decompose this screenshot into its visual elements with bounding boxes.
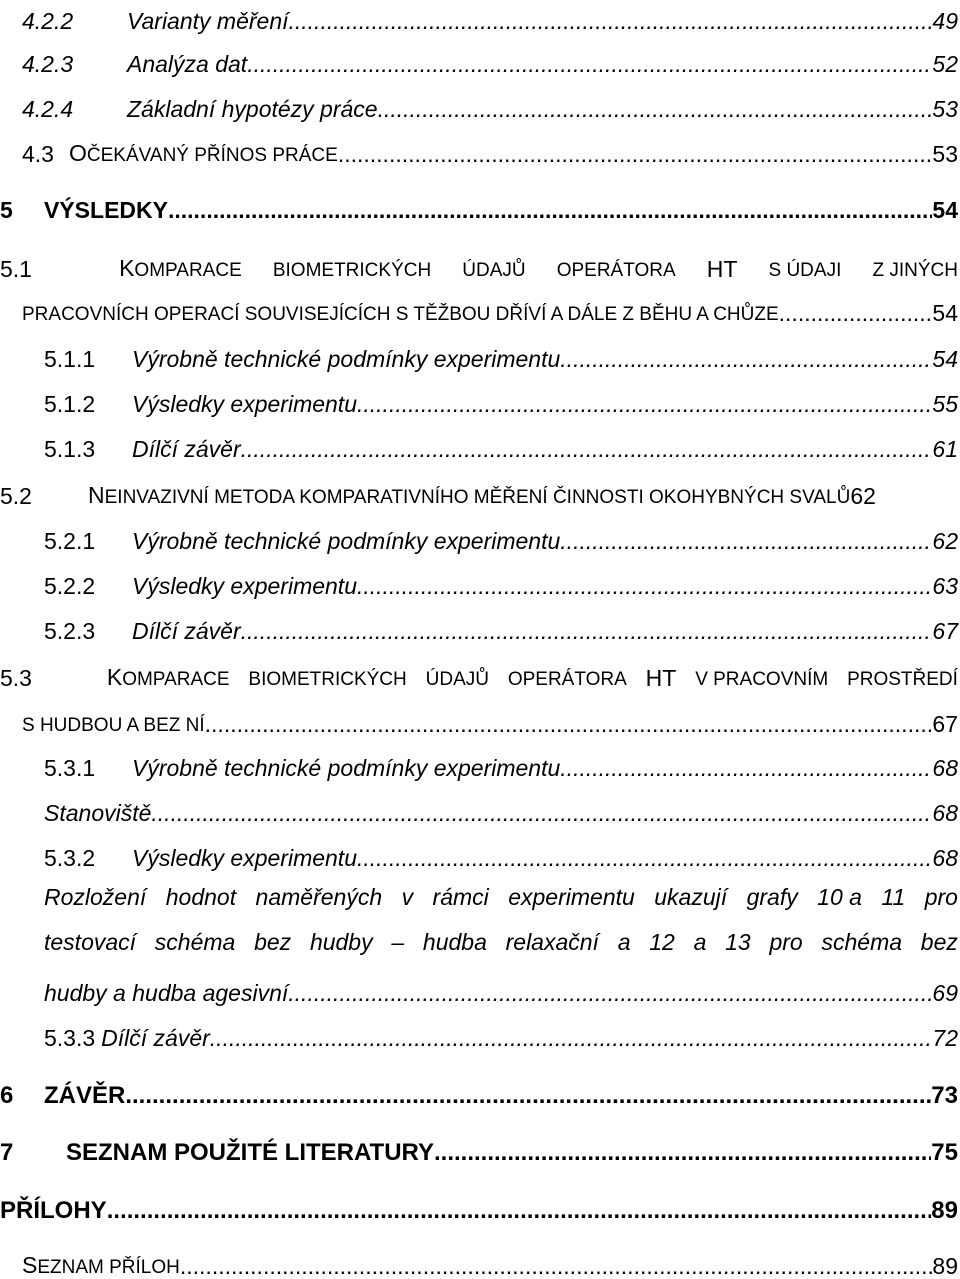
toc-entry-number: 4.2.4 (22, 95, 74, 122)
toc-entry[interactable] (0, 133, 958, 167)
toc-title-word: HT (645, 664, 677, 691)
toc-entry-title: Výrobně technické podmínky experimentu (132, 527, 561, 554)
toc-entry-title: Varianty měření (127, 7, 289, 34)
toc-entry[interactable] (0, 1245, 958, 1279)
toc-entry[interactable] (0, 0, 958, 34)
toc-entry[interactable] (0, 88, 958, 122)
toc-entry-title: Dílčí závěr (101, 1024, 210, 1051)
toc-entry-page: 49 (932, 7, 958, 34)
word: a (617, 929, 631, 955)
toc-entry-number: 4.2.3 (22, 50, 74, 77)
toc-entry-title: Základní hypotézy práce (127, 95, 378, 122)
toc-entry-title: Výsledky experimentu (132, 390, 357, 417)
toc-entry-page: 75 (931, 1139, 958, 1167)
toc-entry-title: Dílčí závěr (132, 617, 241, 644)
dot-leader (357, 845, 932, 871)
dot-leader (125, 1082, 931, 1110)
toc-entry-number: 5.1.3 (44, 435, 96, 462)
toc-entry-number: 7 (0, 1139, 14, 1167)
word: hodnot (165, 884, 237, 910)
dot-leader (241, 618, 933, 644)
toc-entry-title: Analýza dat (127, 50, 248, 77)
toc-title-word: S ÚDAJI (768, 260, 842, 282)
word: grafy (746, 884, 798, 910)
toc-entry[interactable] (0, 1017, 958, 1051)
toc-entry[interactable] (0, 837, 958, 871)
toc-entry-page: 89 (931, 1197, 958, 1225)
toc-entry-number: 5.1 (0, 255, 32, 282)
word: naměřených (255, 884, 383, 910)
word: 11 (881, 884, 906, 910)
toc-entry-number: 5.2.2 (44, 572, 96, 599)
toc-title-word: V PRACOVNÍM (695, 669, 829, 691)
dot-leader (168, 197, 932, 223)
word: experimentu (508, 884, 635, 910)
toc-entry-number: 5.3 (0, 664, 32, 691)
toc-entry-title: PŘÍLOHY (0, 1197, 107, 1225)
toc-entry-page: 67 (932, 617, 958, 644)
toc-long-entry-line-3[interactable] (0, 972, 958, 1006)
toc-entry-page: 55 (932, 390, 958, 417)
toc-entry-number: 5.2 (0, 482, 32, 509)
toc-entry-number: 4.3 (22, 140, 54, 167)
toc-entry-page: 67 (932, 710, 958, 737)
word: testovací (44, 929, 137, 955)
toc-title-word: ÚDAJŮ (425, 669, 489, 691)
toc-entry-title: S HUDBOU A BEZ NÍ (22, 715, 205, 737)
toc-entry-page: 89 (932, 1252, 958, 1279)
word: relaxační (505, 929, 599, 955)
toc-entry-number: 5.1.1 (44, 345, 96, 372)
toc-entry-title: hudby a hudba agesivní. (44, 979, 295, 1006)
toc-long-entry-line-2[interactable] (44, 929, 958, 956)
toc-entry[interactable] (0, 475, 958, 509)
toc-entry-page: 54 (932, 196, 958, 223)
toc-entry[interactable] (0, 383, 958, 417)
toc-title-word: Z JINÝCH (872, 260, 958, 282)
word: schéma (154, 929, 236, 955)
dot-leader (295, 980, 933, 1006)
toc-title-word: HT (706, 255, 738, 282)
toc-entry[interactable] (0, 747, 958, 781)
toc-entry-page: 54 (932, 299, 958, 326)
toc-entry-title: Výsledky experimentu (132, 572, 357, 599)
toc-entry-page: 62 (932, 527, 958, 554)
word: Rozložení (44, 884, 147, 910)
toc-entry-title: ZÁVĚR (44, 1082, 126, 1110)
toc-entry-number: 5.3.2 (44, 844, 96, 871)
toc-entry-title: PRACOVNÍCH OPERACÍ SOUVISEJÍCÍCH S TĚŽBOU DŘÍVÍ A DÁLE Z BĚHU A CHŮZE (22, 304, 779, 326)
word: – (391, 929, 405, 955)
toc-entry-number: 5.1.2 (44, 390, 96, 417)
toc-title-word: OPERÁTORA (507, 669, 627, 691)
toc-entry-title: Výrobně technické podmínky experimentu (132, 345, 561, 372)
word: ukazují (654, 884, 728, 910)
toc-chapter[interactable] (0, 1076, 958, 1110)
toc-entry-number: 5.2.1 (44, 527, 96, 554)
toc-entry-title: Dílčí závěr (132, 435, 241, 462)
toc-chapter[interactable] (0, 1133, 958, 1167)
dot-leader (289, 8, 933, 34)
toc-entry-page: 72 (932, 1024, 958, 1051)
toc-entry[interactable] (0, 657, 958, 691)
toc-entry-number: 5.3.1 (44, 754, 96, 781)
dot-leader (378, 96, 933, 122)
toc-entry-page: 68 (932, 844, 958, 871)
dot-leader (434, 1139, 931, 1167)
word: rámci (432, 884, 489, 910)
toc-entry-page: 53 (932, 95, 958, 122)
word: a (693, 929, 707, 955)
toc-title-word: OPERÁTORA (556, 260, 676, 282)
word: 12 (649, 929, 675, 955)
toc-entry-continuation[interactable] (0, 292, 958, 326)
word: v (401, 884, 414, 910)
toc-title-word: KOMPARACE (119, 255, 242, 282)
toc-entry-number: 6 (0, 1082, 14, 1110)
toc-entry-page: 52 (932, 50, 958, 77)
toc-entry-title: VÝSLEDKY (44, 196, 168, 223)
toc-long-entry-line-1[interactable] (44, 884, 958, 911)
dot-leader (180, 1253, 933, 1279)
dot-leader (560, 346, 932, 372)
toc-title-word: BIOMETRICKÝCH (272, 260, 432, 282)
word: bez (920, 929, 958, 955)
toc-entry-title: Výsledky experimentu (132, 844, 357, 871)
toc-entry-title: Stanoviště (44, 799, 152, 826)
dot-leader (241, 436, 933, 462)
toc-entry[interactable] (0, 338, 958, 372)
dot-leader (357, 573, 932, 599)
toc-entry-page: 63 (932, 572, 958, 599)
word: 10 a (817, 884, 862, 910)
toc-entry[interactable] (0, 248, 958, 282)
toc-entry-number: 5.2.3 (44, 617, 96, 644)
toc-entry-title: NEINVAZIVNÍ METODA KOMPARATIVNÍHO MĚŘENÍ ČINNOSTI OKOHYBNÝCH SVALŮ (88, 482, 851, 509)
word: hudba (422, 929, 487, 955)
toc-entry[interactable] (0, 428, 958, 462)
toc-title-word: ÚDAJŮ (462, 260, 526, 282)
toc-title-word: PROSTŘEDÍ (847, 669, 958, 691)
toc-entry-page: 62 (850, 482, 876, 509)
dot-leader (357, 391, 932, 417)
toc-entry-title: SEZNAM PŘÍLOH (22, 1252, 180, 1279)
toc-entry-continuation[interactable] (0, 703, 958, 737)
toc-entry-page: 53 (932, 140, 958, 167)
dot-leader (151, 800, 932, 826)
toc-entry-title: Výrobně technické podmínky experimentu (132, 754, 561, 781)
toc-entry-page: 73 (931, 1082, 958, 1110)
dot-leader (779, 300, 933, 326)
toc-entry[interactable] (0, 610, 958, 644)
toc-title-word: BIOMETRICKÝCH (248, 669, 407, 691)
toc-entry[interactable] (0, 43, 958, 77)
toc-entry-page: 61 (932, 435, 958, 462)
word: pro (924, 884, 958, 910)
dot-leader (560, 528, 932, 554)
toc-entry-page: 69 (932, 979, 958, 1006)
word: schéma (821, 929, 903, 955)
dot-leader (338, 141, 933, 167)
toc-entry-page: 68 (932, 754, 958, 781)
toc-chapter[interactable] (0, 189, 958, 223)
dot-leader (560, 755, 932, 781)
toc-entry-page: 68 (932, 799, 958, 826)
word: bez (254, 929, 292, 955)
toc-title-word: KOMPARACE (106, 664, 230, 691)
toc-entry-number: 5 (0, 196, 13, 223)
toc-chapter[interactable] (0, 1191, 958, 1225)
toc-entry-page: 54 (932, 345, 958, 372)
dot-leader (210, 1025, 933, 1051)
word: hudby (309, 929, 373, 955)
toc-entry-number: 4.2.2 (22, 7, 74, 34)
dot-leader (247, 51, 932, 77)
toc-entry-title: OČEKÁVANÝ PŘÍNOS PRÁCE (69, 140, 338, 167)
toc-entry-number: 5.3.3 (44, 1024, 96, 1051)
dot-leader (107, 1197, 932, 1225)
dot-leader (205, 711, 933, 737)
toc-entry[interactable] (0, 792, 958, 826)
toc-entry[interactable] (0, 520, 958, 554)
word: pro (769, 929, 803, 955)
toc-entry-title: SEZNAM POUŽITÉ LITERATURY (66, 1139, 434, 1167)
toc-entry[interactable] (0, 565, 958, 599)
word: 13 (725, 929, 751, 955)
